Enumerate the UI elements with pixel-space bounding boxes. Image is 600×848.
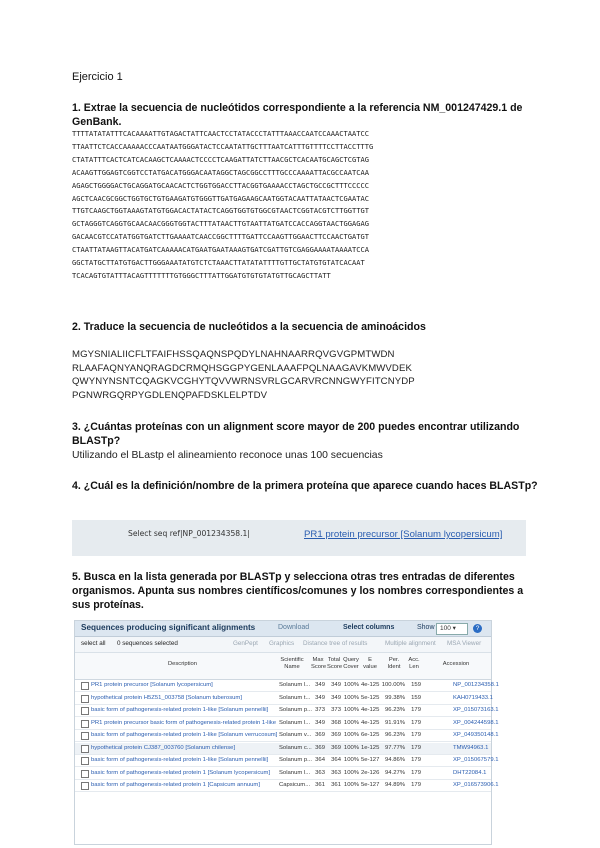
- row-total: 368: [331, 719, 341, 726]
- row-max: 373: [315, 707, 325, 713]
- row-len: 179: [411, 744, 421, 751]
- row-description-link[interactable]: PR1 protein precursor [Solanum lycopersicum]: [91, 682, 213, 688]
- row-cover: 100%: [343, 682, 359, 688]
- row-total: 361: [331, 782, 341, 788]
- row-scientific-name: Solanum l...: [279, 769, 311, 776]
- amino-acid-sequence: [72, 348, 542, 402]
- first-protein-link[interactable]: PR1 protein precursor [Solanum lycopersicum]: [304, 529, 503, 540]
- row-cover: 100%: [343, 707, 359, 713]
- row-checkbox[interactable]: [81, 770, 89, 778]
- question-5: 5. Busca en la lista generada por BLASTp y selecciona otras tres entradas de diferentes organismos. Apunta sus nombres científicos/comunes y los nombres correspondientes a sus proteínas.: [72, 571, 524, 611]
- row-e: 2e-126: [361, 769, 380, 776]
- row-ident: 97.77%: [385, 744, 405, 751]
- blast-results-table: [74, 620, 499, 845]
- column-header[interactable]: Scientific Name: [280, 657, 304, 670]
- sequence-line: AGCTCAACGCGGCTGGTGCTGTGAAGATGTGGGTTGATGAGAAGCAATGGTACAATTATAACTCGAATAC: [72, 193, 369, 203]
- sequence-line: TTAATTCTCACCAAAAACCCAATAATGGGATACTCCAATATTGCTTTAATCATTTGTTTTCCTTACCTTTG: [72, 141, 374, 151]
- row-accession-link[interactable]: KAH0719433.1: [453, 694, 493, 701]
- show-count-select[interactable]: 100 ▾: [436, 623, 468, 635]
- row-scientific-name: Solanum t...: [279, 694, 311, 701]
- row-max: 369: [315, 744, 325, 751]
- column-headers: [75, 653, 491, 680]
- row-checkbox[interactable]: [81, 695, 89, 703]
- column-header[interactable]: Per. Ident: [387, 657, 401, 670]
- row-len: 179: [411, 707, 421, 713]
- row-accession-link[interactable]: TMW94963.1: [453, 744, 489, 751]
- row-e: 6e-125: [361, 732, 380, 738]
- row-checkbox[interactable]: [81, 732, 89, 740]
- select-all-checkbox[interactable]: select all: [81, 640, 106, 647]
- table-row[interactable]: [75, 743, 491, 755]
- sequence-line: CTATATTTCACTCATCACAAGCTCAAAACTCCCCTCAAGATTATCTTAACGCTCACAATGCAGCTCGTAG: [72, 154, 369, 164]
- row-total: 364: [331, 757, 341, 763]
- row-accession-link[interactable]: XP_015073163.1: [453, 707, 499, 713]
- question-2: 2. Traduce la secuencia de nucleótidos a la secuencia de aminoácidos: [72, 321, 426, 333]
- row-checkbox[interactable]: [81, 707, 89, 715]
- table-row[interactable]: [75, 705, 499, 717]
- aa-line: PGNWRGQRPYGDLENQPAFDSKLELPTDV: [72, 389, 268, 401]
- column-header[interactable]: Query Cover: [343, 657, 359, 670]
- row-len: 179: [411, 719, 421, 726]
- sequence-line: AGAGCTGGGGACTGCAGGATGCAACACTCTGGTGGACCTTACGGTGAAAACCTAGCTGCCGCTTTCCCCC: [72, 180, 369, 190]
- sequence-line: ACAAGTTGGAGTCGGTCCTATGACATGGGACAATAGGCTAGCGGCCTTTGCCCAAAATTACGCCAATCAA: [72, 167, 369, 177]
- row-description-link[interactable]: basic form of pathogenesis-related protein 1-like [Solanum pennellii]: [91, 707, 269, 713]
- table-toolbar: [75, 637, 491, 653]
- row-ident: 94.89%: [385, 782, 405, 788]
- column-header[interactable]: Max Score: [311, 657, 327, 670]
- table-row[interactable]: [75, 755, 499, 767]
- table-row[interactable]: [75, 768, 491, 780]
- download-menu[interactable]: Download: [278, 624, 310, 631]
- row-checkbox[interactable]: [81, 720, 89, 728]
- row-e: 5e-127: [361, 757, 380, 763]
- row-ident: 91.91%: [385, 719, 405, 726]
- table-row[interactable]: [75, 718, 499, 730]
- row-description-link[interactable]: basic form of pathogenesis-related protein 1 [Capsicum annuum]: [91, 782, 260, 788]
- row-accession-link[interactable]: XP_016573906.1: [453, 782, 499, 788]
- multiple-alignment-button[interactable]: Multiple alignment: [385, 640, 436, 647]
- row-ident: 96.23%: [385, 732, 405, 738]
- row-len: 159: [411, 682, 421, 688]
- row-checkbox[interactable]: [81, 745, 89, 753]
- row-max: 349: [315, 719, 325, 726]
- row-scientific-name: Solanum p...: [279, 757, 313, 763]
- column-header[interactable]: Description: [168, 661, 197, 667]
- row-description-link[interactable]: hypothetical protein CJ387_003760 [Solanum chilense]: [91, 744, 236, 751]
- row-description-link[interactable]: hypothetical protein H5Z51_003758 [Solanum tuberosum]: [91, 694, 242, 701]
- row-checkbox[interactable]: [81, 757, 89, 765]
- select-columns-menu[interactable]: Select columns: [343, 624, 395, 631]
- row-max: 363: [315, 769, 325, 776]
- sequence-line: TCACAGTGTATTTACAGTTTTTTTGTGGGCTTTATTGGATGTGTGTATGTTGCAGCTTATT: [72, 270, 331, 280]
- row-max: 369: [315, 732, 325, 738]
- sequence-line: GGCTATGCTTATGTGACTTGGGAAATATGTCTCTAAACTTATATATTTTGTTGCTATGTGTATCACAAT: [72, 258, 365, 268]
- row-total: 363: [331, 769, 341, 776]
- row-checkbox[interactable]: [81, 782, 89, 790]
- row-e: 4e-125: [361, 719, 380, 726]
- row-accession-link[interactable]: NP_001234358.1: [453, 682, 499, 688]
- row-max: 349: [315, 694, 325, 701]
- row-total: 369: [331, 732, 341, 738]
- row-e: 4e-125: [361, 707, 380, 713]
- question-4: 4. ¿Cuál es la definición/nombre de la primera proteína que aparece cuando haces BLASTp?: [72, 480, 538, 492]
- row-cover: 100%: [343, 769, 359, 776]
- row-checkbox[interactable]: [81, 682, 89, 690]
- row-total: 349: [331, 682, 341, 688]
- column-header[interactable]: Total Score: [327, 657, 343, 670]
- row-scientific-name: Solanum v...: [279, 732, 312, 738]
- table-row[interactable]: [75, 680, 499, 692]
- row-scientific-name: Solanum l...: [279, 682, 311, 688]
- row-cover: 100%: [343, 694, 359, 701]
- row-cover: 100%: [343, 719, 359, 726]
- sequence-line: CTAATTATAAGTTACATGATCAAAAACATGAATGAATAAAGTGATCGATTGTCGAGGAAAATAAAATCCA: [72, 245, 369, 255]
- row-accession-link[interactable]: XP_004244598.1: [453, 719, 499, 726]
- question-3: 3. ¿Cuántas proteínas con un alignment score mayor de 200 puedes encontrar utilizando BLASTp?: [72, 421, 520, 447]
- row-scientific-name: Capsicum...: [279, 782, 311, 788]
- sequence-line: TTTTATATATTTCACAAAATTGTAGACTATTCAACTCCTATACCCTATTTAAACCAATCCAAACTAATCC: [72, 129, 369, 138]
- genpept-button[interactable]: GenPept: [233, 640, 258, 647]
- row-cover: 100%: [343, 744, 359, 751]
- show-label: Show: [417, 624, 435, 631]
- row-description-link[interactable]: PR1 protein precursor basic form of pathogenesis-related protein 1-like: [91, 719, 276, 726]
- show-count-value: 100: [440, 625, 451, 632]
- row-max: 364: [315, 757, 325, 763]
- question-1: 1. Extrae la secuencia de nucleótidos correspondiente a la referencia NM_001247429.1 de GenBank.: [72, 102, 523, 128]
- row-e: 1e-125: [361, 744, 380, 751]
- row-accession-link[interactable]: DHT22084.1: [453, 769, 487, 776]
- row-accession-link[interactable]: XP_015067579.1: [453, 757, 499, 763]
- blast-result-box: [72, 520, 526, 556]
- table-row[interactable]: [75, 693, 491, 705]
- row-ident: 100.00%: [381, 682, 405, 688]
- row-ident: 96.23%: [385, 707, 405, 713]
- aa-line: RLAAFAQNYANQRAGDCRMQHSGGPYGENLAAAFPQLNAAGAVKMWVDEK: [72, 362, 412, 374]
- row-cover: 100%: [343, 732, 359, 738]
- row-e: 4e-125: [361, 682, 380, 688]
- row-total: 349: [331, 694, 341, 701]
- row-len: 179: [411, 769, 421, 776]
- row-len: 179: [411, 782, 421, 788]
- row-e: 5e-125: [361, 694, 380, 701]
- column-header[interactable]: Acc. Len: [408, 657, 420, 670]
- row-e: 5e-127: [361, 782, 380, 788]
- row-scientific-name: Solanum l...: [279, 719, 311, 726]
- row-total: 369: [331, 744, 341, 751]
- row-len: 179: [411, 757, 421, 763]
- row-scientific-name: Solanum c...: [279, 744, 312, 751]
- row-ident: 94.27%: [385, 769, 405, 776]
- answer-3: Utilizando el BLastp el alineamiento reconoce unas 100 secuencias: [72, 450, 383, 461]
- row-scientific-name: Solanum p...: [279, 707, 313, 713]
- row-cover: 100%: [343, 757, 359, 763]
- table-header-bar: [75, 621, 491, 637]
- row-cover: 100%: [343, 782, 359, 788]
- row-description-link[interactable]: basic form of pathogenesis-related protein 1-like [Solanum pennellii]: [91, 757, 269, 763]
- table-title: Sequences producing significant alignments: [81, 623, 256, 632]
- row-accession-link[interactable]: XP_049350148.1: [453, 732, 499, 738]
- table-row[interactable]: [75, 730, 499, 742]
- row-max: 361: [315, 782, 325, 788]
- sequence-line: GACAACGTCCATATGGTGATCTTGAAAATCAACCGGCTTTTGATTCCAAGTTGGAACTTCCAACTGATGT: [72, 232, 369, 242]
- graphics-button[interactable]: Graphics: [269, 640, 295, 647]
- row-description-link[interactable]: basic form of pathogenesis-related protein 1-like [Solanum verrucosum]: [91, 732, 278, 738]
- nucleotide-sequence: [72, 128, 542, 283]
- column-header[interactable]: E value: [363, 657, 377, 670]
- select-seq-label[interactable]: Select seq ref|NP_001234358.1|: [128, 529, 250, 538]
- row-len: 159: [411, 694, 421, 701]
- distance-tree-button[interactable]: Distance tree of results: [303, 640, 368, 647]
- msa-viewer-button[interactable]: MSA Viewer: [447, 640, 482, 647]
- help-icon[interactable]: ?: [473, 624, 482, 633]
- row-len: 179: [411, 732, 421, 738]
- aa-line: QWYNYNSNTCQAGKVCGHYTQVVWRNSVRLGCARVRCNNGWYFITCNYDP: [72, 376, 415, 387]
- selected-count: 0 sequences selected: [117, 640, 178, 647]
- sequence-line: GCTAGGGTCAGGTGCAACAACGGGTGGTACTTTATAACTTGTAATTATGATCCACCAGGTAACTGGAGAG: [72, 219, 369, 229]
- aa-line: MGYSNIALIICFLTFAIFHSSQAQNSPQDYLNAHNAARRQVGVGPMTWDN: [72, 349, 395, 360]
- document-title: Ejercicio 1: [72, 71, 123, 83]
- row-ident: 99.38%: [385, 694, 405, 701]
- table-row[interactable]: [75, 780, 499, 792]
- column-header[interactable]: Accession: [442, 661, 470, 667]
- sequence-line: TTGTCAAGCTGGTAAAGTATGTGGACACTATACTCAGGTGGTGTGGCGTAACTCGGTACGTCTTGGTTGT: [72, 206, 369, 216]
- row-max: 349: [315, 682, 325, 688]
- row-ident: 94.86%: [385, 757, 405, 763]
- row-description-link[interactable]: basic form of pathogenesis-related protein 1 [Solanum lycopersicum]: [91, 769, 271, 776]
- row-total: 373: [331, 707, 341, 713]
